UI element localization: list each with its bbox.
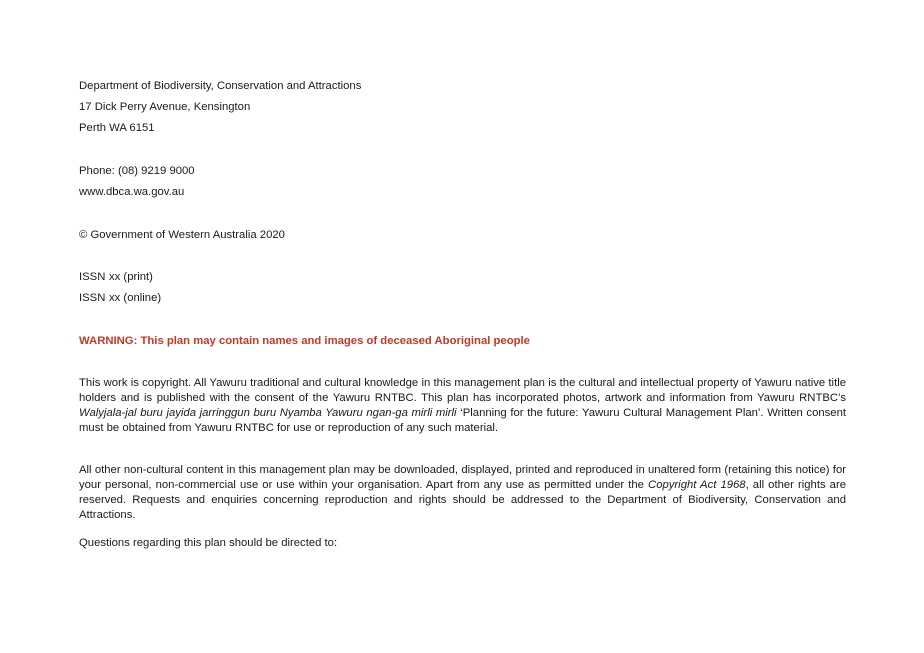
- questions-line: Questions regarding this plan should be directed to:: [79, 537, 338, 549]
- issn-value: xx (online): [109, 292, 162, 304]
- issn-value: xx (print): [109, 271, 153, 283]
- issn-label: ISSN: [79, 271, 106, 283]
- copyright-paragraph: [79, 376, 846, 436]
- paragraph-text: This work is copyright. All Yawuru traditional and cultural knowledge in this management plan is the cultural and intellectual property of Yawuru native title holders and is published with the consent of the Yawuru RNTBC. This plan has incorporated photos, artwork and information from Yawuru RNTBC’s: [79, 377, 846, 404]
- issn-label: ISSN: [79, 292, 106, 304]
- paragraph-text: All other non-cultural content in this management plan may be downloaded, displayed, printed and reproduced in unaltered form (retaining this notice) for your personal, non-commercial use or use within your organisation. Apart from any use as permitted under the: [79, 464, 846, 491]
- usage-paragraph: [79, 463, 846, 523]
- warning-notice: WARNING: This plan may contain names and images of deceased Aboriginal people: [79, 335, 530, 347]
- paragraph-italic-title: Walyjala-jal buru jayida jarringgun buru Nyamba Yawuru ngan-ga mirli mirli: [79, 407, 457, 419]
- paragraph-italic-title: Copyright Act 1968: [648, 479, 746, 491]
- document-page: [79, 0, 846, 653]
- copyright-line: © Government of Western Australia 2020: [79, 229, 285, 241]
- issn-print: [79, 270, 153, 285]
- street-address: 17 Dick Perry Avenue, Kensington: [79, 101, 251, 113]
- website-link: www.dbca.wa.gov.au: [79, 186, 185, 198]
- paragraph-text: , all other rights are reserved. Requests and enquiries concerning reproduction and rights should be addressed to the Department of Biodiversity, Conservation and Attractions.: [79, 479, 847, 521]
- paragraph-text: ‘Planning for the future: Yawuru Cultural Management Plan’. Written consent must be obtained from Yawuru RNTBC for use or reproduction of any such material.: [79, 407, 846, 434]
- phone-number: Phone: (08) 9219 9000: [79, 165, 195, 177]
- issn-online: [79, 291, 161, 306]
- city-address: Perth WA 6151: [79, 122, 155, 134]
- department-name: Department of Biodiversity, Conservation and Attractions: [79, 80, 362, 92]
